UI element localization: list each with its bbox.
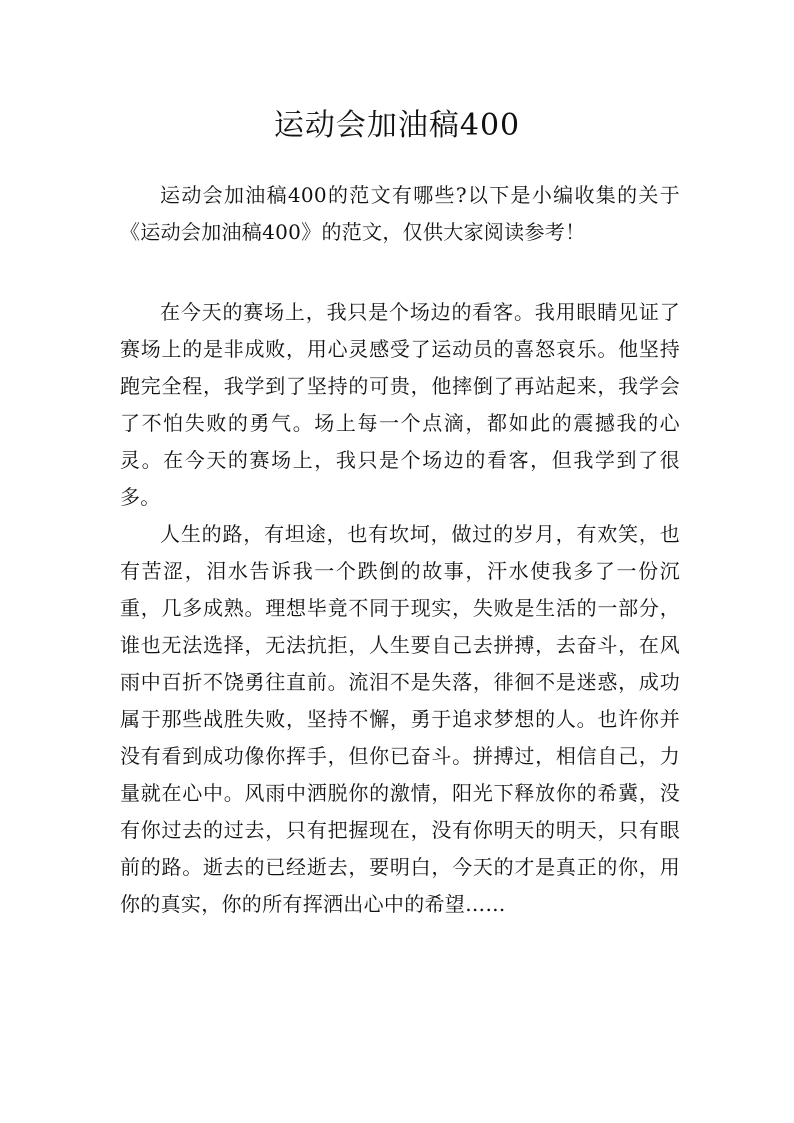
intro-paragraph: 运动会加油稿400的范文有哪些?以下是小编收集的关于《运动会加油稿400》的范文，仅供大家阅读参考！	[120, 183, 680, 244]
document-title: 运动会加油稿400	[273, 108, 521, 143]
paragraph-spacer	[120, 251, 680, 294]
body-paragraph-2: 人生的路，有坦途，也有坎坷，做过的岁月，有欢笑，也有苦涩，泪水告诉我一个跌倒的故事，汗水使我多了一份沉重，几多成熟。理想毕竟不同于现实，失败是生活的一部分，谁也无法选择，无法抗拒，人生要自己去拼搏，去奋斗，在风雨中百折不饶勇往直前。流泪不是失落，徘徊不是迷惑，成功属于那些战胜失败，坚持不懈，勇于追求梦想的人。也许你并没有看到成功像你挥手，但你已奋斗。拼搏过，相信自己，力量就在心中。风雨中洒脱你的激情，阳光下释放你的希冀，没有你过去的过去，只有把握现在，没有你明天的明天，只有眼前的路。逝去的已经逝去，要明白，今天的才是真正的你，用你的真实，你的所有挥洒出心中的希望……	[120, 522, 680, 916]
document-body	[120, 177, 680, 923]
body-paragraph-1: 在今天的赛场上，我只是个场边的看客。我用眼睛见证了赛场上的是非成败，用心灵感受了运动员的喜怒哀乐。他坚持跑完全程，我学到了坚持的可贵，他摔倒了再站起来，我学会了不怕失败的勇气。场上每一个点滴，都如此的震撼我的心灵。在今天的赛场上，我只是个场边的看客，但我学到了很多。	[120, 300, 680, 509]
